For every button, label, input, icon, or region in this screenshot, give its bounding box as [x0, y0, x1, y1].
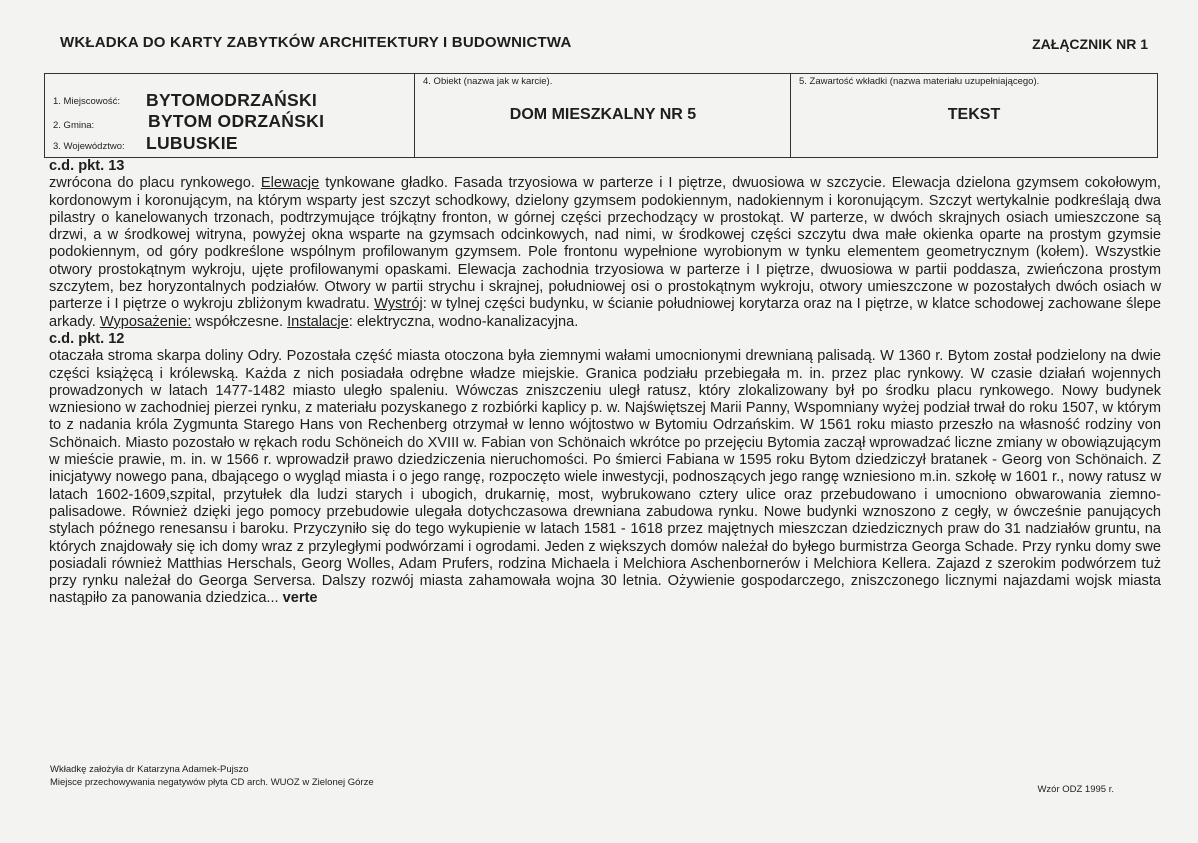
- instalacje-term: Instalacje: [287, 313, 349, 330]
- footer-template: Wzór ODZ 1995 r.: [1037, 784, 1114, 795]
- verte-label: verte: [282, 590, 318, 607]
- section-12-text: otaczała stroma skarpa doliny Odry. Pozostała część miasta otoczona była ziemnymi wałami umocnionymi drewnianą palisadą. W 1360 r. Bytom został podzielony na dwie części książęcą i królewską. Każda z nich posiadała odrębne władze miejskie. Granica podziału przebiegała m. in. przez plac rynkowy. W czasie działań wojennych prowadzonych w latach 1477-1482 miasto uległo spaleniu. Wówczas zniszczeniu uległ ratusz, który zlokalizowany był po środku placu rynkowego. Nowy budynek wzniesiono w zachodniej pierzei rynku, z materiału pozyskanego z rozbiórki kaplicy p. w. Najświętszej Marii Panny, Wspomniany wyżej podział trwał do roku 1507, w którym to z nadania króla Zygmunta Starego Hans von Rechenberg otrzymał w lenno wójtostwo w Bytomiu Odrzańskim. W 1561 roku miasto przeszło na własność rodziny von Schönaich. Miasto pozostało w rękach rodu Schöneich do XVIII w. Fabian von Schönaich wkrótce po przejęciu Bytomia zaczął wprowadzać liczne zmiany w obowiązującym w mieście prawie, m. in. w 1566 r. wprowadził prawo dziedziczenia nieruchomości. Po śmierci Fabiana w 1595 roku Bytom dziedziczył bratanek - Georg von Schönaich. Z inicjatywy nowego pana, dbającego o wygląd miasta i o jego rangę, rozpoczęto wiele inwestycji, podnoszących jego rangę wzniesiono m.in. szkołę w 1601 r., nowy ratusz w latach 1602-1609,szpital, przytułek dla ludzi starych i ubogich, drukarnię, most, wybrukowano cztery ulice oraz przebudowano i umocniono obwarowania ziemno-palisadowe. Również dzięki jego pomocy przebudowie ulegała dotychczasowa drewniana zabudowa rynku. Nowe budynki wznoszono z cegły, w ówcześnie panujących stylach późnego renesansu i baroku. Przyczyniło się do tego wykupienie w latach 1581 - 1618 przez majętnych mieszczan dziedzicznych praw do 31 nadziałów gruntu, na których znajdowały się ich domy wraz z przyległymi podwórzami i ogrodami. Jeden z większych domów należał do byłego burmistrza Georga Schade. Przy rynku domy swe posiadali również Matthias Herschals, Georg Wolles, Adam Prufers, rodzina Michaela i Melchiora Aschenbornerów i Melchiora Kellera. Zajazd z szerokim podwórzem tuż przy rynku należał do Georga Serversa. Dalszy rozwój miasta zahamowała wojna 30 letnia. Ożywienie gospodarczego, zniszczonego licznymi najazdami wojsk miasta nastąpiło za panowania dziedzica... verte: [49, 348, 1161, 607]
- object-label: 4. Obiekt (nazwa jak w karcie).: [423, 76, 553, 87]
- section-12-heading: c.d. pkt. 12: [49, 330, 125, 347]
- object-value: DOM MIESZKALNY NR 5: [509, 106, 697, 123]
- commune-value: BYTOM ODRZAŃSKI: [148, 111, 325, 131]
- section-13-heading: c.d. pkt. 13: [49, 158, 125, 174]
- content-value: TEKST: [947, 106, 1001, 123]
- section-13-text: zwrócona do placu rynkowego. Elewacje tynkowane gładko. Fasada trzyosiowa w parterze i I piętrze, dwuosiowa w szczycie. Elewacja dzielona gzymsem cokołowym, kordonowym i koronującym, na którym wsparty jest szczyt schodkowy, dzielony gzymsem podokiennym, nadokiennym i koronującym. Szczyt wertykalnie podkreślają dwa pilastry o kanelowanych trzonach, podtrzymujące trójkątny fronton, w górnej części przechodzący w prostokąt. W parterze, w dwóch skrajnych osiach umieszczone są drzwi, a w środkowej witryna, powyżej okna wsparte na gzymsach odcinkowych, nad nimi, w środkowej części szczytu dwa małe okienka oparte na prostym gzymsie podokiennym, od góry podkreślone wspólnym profilowanym gzymsem. Pole frontonu wypełnione wyrobionym w tynku elementem geometrycznym (kołem). Wszystkie otwory prostokątnym wykroju, ujęte profilowanymi opaskami. Elewacja zachodnia trzyosiowa w parterze i I piętrze, dwuosiowa w partii poddasza, zwieńczona prostym szczytem, bez horyzontalnych podziałów. Otwory w partii strychu i skrajnej, południowej osi o prostokątnym wykroju, otwory umieszczone w pozostałych dwóch osiach w parterze i I piętrze o wykroju zbliżonym kwadratu. Wystrój: w tylnej części budynku, w ścianie południowej korytarza oraz na I piętrze, w klatce schodowej zachowane ślepe arkady. Wyposażenie: współczesne. Instalacje: elektryczna, wodno-kanalizacyjna.: [49, 175, 1161, 330]
- wystroj-term: Wystrój: [374, 296, 423, 313]
- document-title: WKŁADKA DO KARTY ZABYTKÓW ARCHITEKTURY I BUDOWNICTWA: [60, 34, 572, 51]
- object-column: [414, 74, 791, 157]
- footer-author: Wkładkę założyła dr Katarzyna Adamek-Pujszo: [50, 764, 249, 775]
- footer-storage: Miejsce przechowywania negatywów płyta CD arch. WUOZ w Zielonej Górze: [50, 777, 374, 788]
- location-column: [45, 74, 414, 157]
- content-column: [790, 74, 1157, 157]
- wyposazenie-term: Wyposażenie:: [99, 313, 192, 330]
- commune-label: 2. Gmina:: [53, 120, 95, 131]
- attachment-label: ZAŁĄCZNIK NR 1: [1032, 36, 1148, 52]
- document-body: [49, 158, 1161, 608]
- elewacje-term: Elewacje: [260, 175, 320, 192]
- content-label: 5. Zawartość wkładki (nazwa materiału uzupełniającego).: [799, 76, 1040, 87]
- voivodeship-value: LUBUSKIE: [146, 133, 238, 153]
- voivodeship-label: 3. Województwo:: [53, 141, 125, 152]
- header-form-box: [44, 73, 1158, 158]
- locality-label: 1. Miejscowość:: [53, 96, 121, 107]
- locality-value: BYTOMODRZAŃSKI: [146, 90, 318, 110]
